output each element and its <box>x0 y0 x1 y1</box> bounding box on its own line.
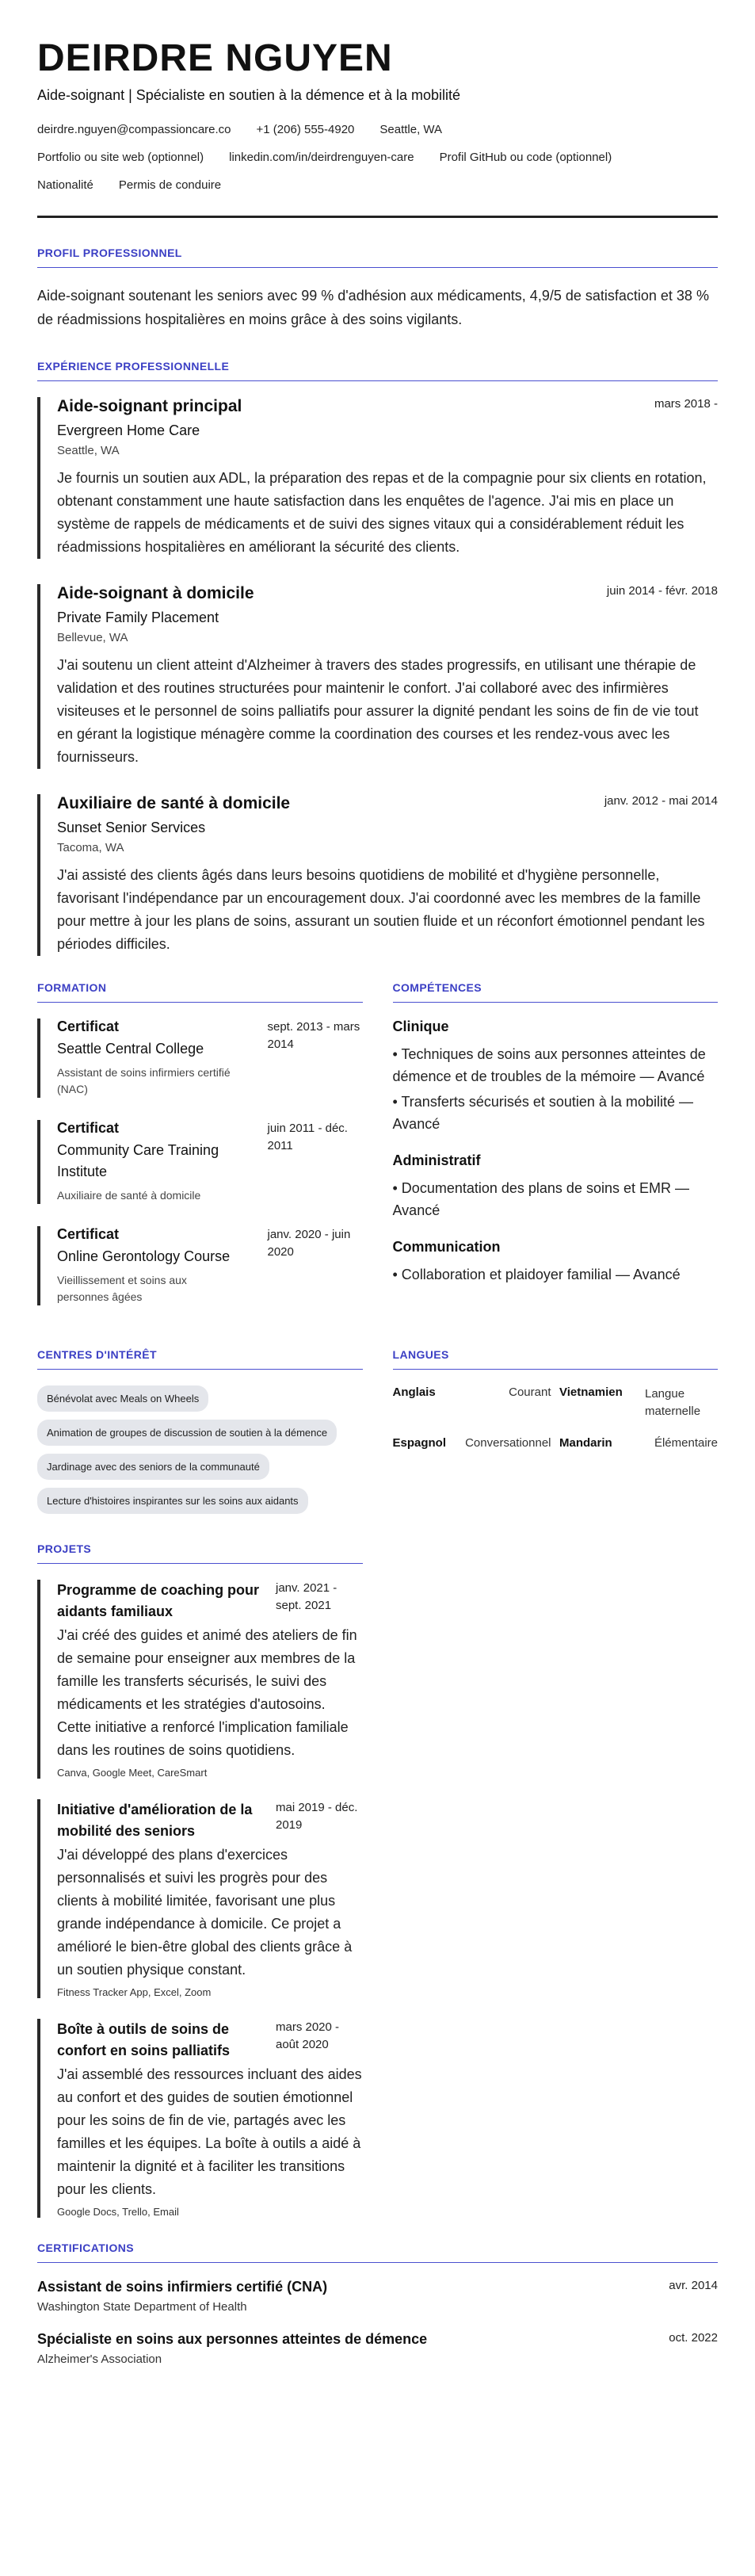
job-date: mars 2018 - <box>654 397 718 411</box>
resume-header <box>37 36 718 192</box>
education-skills-row <box>37 981 718 1328</box>
language-entry <box>393 1385 551 1420</box>
experience-section <box>37 360 718 956</box>
certification-entry <box>37 2279 718 2314</box>
interests-heading: CENTRES D'INTÉRÊT <box>37 1348 157 1361</box>
interest-tag: Bénévolat avec Meals on Wheels <box>37 1385 208 1412</box>
project-date: janv. 2021 - sept. 2021 <box>276 1581 337 1612</box>
skills-section <box>393 981 719 1328</box>
linkedin-link[interactable]: linkedin.com/in/deirdrenguyen-care <box>229 151 414 164</box>
section-divider <box>393 1002 719 1003</box>
job-location: Tacoma, WA <box>57 841 124 854</box>
job-company: Private Family Placement <box>57 610 219 625</box>
job-date: juin 2014 - févr. 2018 <box>606 584 718 598</box>
job-title: Aide-soignant principal <box>57 397 242 415</box>
education-entry <box>37 1120 363 1204</box>
education-date: juin 2011 - déc. 2011 <box>267 1122 348 1152</box>
project-title: Initiative d'amélioration de la mobilité des seniors <box>57 1802 253 1839</box>
education-degree: Certificat <box>57 1019 120 1034</box>
phone-text: +1 (206) 555-4920 <box>256 123 355 136</box>
interest-tag: Lecture d'histoires inspirantes sur les soins aux aidants <box>37 1488 308 1514</box>
certification-date: oct. 2022 <box>669 2331 718 2345</box>
projects-heading: PROJETS <box>37 1542 92 1555</box>
license-text: Permis de conduire <box>118 178 222 192</box>
language-name: Anglais <box>392 1385 436 1399</box>
project-description: J'ai créé des guides et animé des ateliers de fin de semaine pour enseigner aux membres de la famille les transferts sécurisés, le suivi des médicaments et les stratégies d'autosoins. Cette initiative a renforcé l'implication familiale dans les routines de soins quotidiens. <box>57 1627 357 1758</box>
job-company: Evergreen Home Care <box>57 422 200 438</box>
section-divider <box>37 267 718 268</box>
project-entry <box>37 1580 363 1779</box>
certification-name: Spécialiste en soins aux personnes atteintes de démence <box>37 2331 428 2347</box>
education-field: Vieillissement et soins aux personnes âgées <box>57 1274 187 1303</box>
education-date: janv. 2020 - juin 2020 <box>267 1228 351 1259</box>
skill-item: • Documentation des plans de soins et EMR — Avancé <box>392 1180 689 1218</box>
skill-group <box>393 1239 719 1286</box>
skills-heading: COMPÉTENCES <box>392 981 482 994</box>
skill-item: • Transferts sécurisés et soutien à la mobilité — Avancé <box>392 1094 693 1132</box>
project-tools: Google Docs, Trello, Email <box>57 2206 179 2218</box>
education-field: Assistant de soins infirmiers certifié (NAC) <box>57 1066 231 1095</box>
summary-text: Aide-soignant soutenant les seniors avec 99 % d'adhésion aux médicaments, 4,9/5 de satisfaction et 38 % de réadmissions hospitalières en moins grâce à des soins vigilants. <box>37 288 709 327</box>
languages-heading: LANGUES <box>392 1348 449 1361</box>
section-divider <box>37 380 718 381</box>
header-divider <box>37 216 718 218</box>
language-level: Élémentaire <box>654 1436 718 1450</box>
skill-item: • Techniques de soins aux personnes atteintes de démence et de troubles de la mémoire — Avancé <box>392 1046 706 1084</box>
job-location: Seattle, WA <box>57 444 120 457</box>
interest-tags <box>37 1385 363 1522</box>
project-entry <box>37 1799 363 1998</box>
job-description: J'ai soutenu un client atteint d'Alzheimer à travers des stades progressifs, en utilisant une thérapie de validation et des routines structurées pour maintenir le confort. J'ai collaboré avec des infirmières visiteuses et le personnel de soins palliatifs pour assurer la dignité pendant les soins de fin de vie tout en gérant la logistique ménagère comme la coordination des courses et les rendez-vous avec les fournisseurs. <box>57 657 699 765</box>
language-level: Conversationnel <box>465 1436 551 1450</box>
project-title: Programme de coaching pour aidants familiaux <box>57 1582 260 1619</box>
language-entry <box>559 1385 718 1420</box>
education-field: Auxiliaire de santé à domicile <box>57 1189 201 1202</box>
certification-date: avr. 2014 <box>669 2279 718 2292</box>
summary-heading: PROFIL PROFESSIONNEL <box>37 247 182 259</box>
language-row <box>393 1436 719 1450</box>
education-heading: FORMATION <box>37 981 107 994</box>
nationality-text: Nationalité <box>37 178 93 192</box>
certification-name: Assistant de soins infirmiers certifié (CNA) <box>37 2279 328 2295</box>
interests-languages-row <box>37 1348 718 1522</box>
certification-issuer: Alzheimer's Association <box>37 2352 162 2366</box>
language-level: Courant <box>509 1385 551 1399</box>
job-description: J'ai assisté des clients âgés dans leurs besoins quotidiens de mobilité et d'hygiène personnelle, favorisant l'indépendance par un encouragement doux. J'ai coordonné avec les membres de la famille pour mettre à jour les plans de soins, assurant un soutien fluide et un réconfort émotionnel pendant les périodes difficiles. <box>57 867 705 952</box>
candidate-headline: Aide-soignant | Spécialiste en soutien à la démence et à la mobilité <box>37 87 460 103</box>
project-description: J'ai développé des plans d'exercices personnalisés et suivi les progrès pour des clients à mobilité limitée, favorisant une plus grande indépendance à domicile. Ce projet a amélioré le bien-être global des clients grâce à un soutien physique constant. <box>57 1847 353 1978</box>
certification-entry <box>37 2331 718 2366</box>
skill-category: Clinique <box>392 1019 449 1034</box>
projects-section <box>37 1542 363 2218</box>
education-degree: Certificat <box>57 1120 120 1136</box>
education-section <box>37 981 363 1328</box>
section-divider <box>37 1002 363 1003</box>
portfolio-link[interactable]: Portfolio ou site web (optionnel) <box>37 151 204 164</box>
certification-issuer: Washington State Department of Health <box>37 2300 247 2314</box>
education-school: Community Care Training Institute <box>57 1142 219 1179</box>
language-row <box>393 1385 719 1420</box>
job-title: Aide-soignant à domicile <box>57 584 254 602</box>
skill-group <box>393 1152 719 1221</box>
section-divider <box>37 2262 718 2263</box>
education-entry <box>37 1226 363 1305</box>
contact-row-1 <box>37 123 718 136</box>
skill-category: Administratif <box>392 1152 481 1168</box>
email-link[interactable]: deirdre.nguyen@compassioncare.co <box>37 123 231 136</box>
job-entry <box>37 584 718 769</box>
location-text: Seattle, WA <box>379 123 443 136</box>
job-date: janv. 2012 - mai 2014 <box>604 794 718 808</box>
job-description: Je fournis un soutien aux ADL, la préparation des repas et de la compagnie pour six clients en rotation, obtenant constamment une haute satisfaction dans les enquêtes de l'agence. J'ai mis en place un système de rappels de médicaments et de suivi des signes vitaux qui a considérablement réduit les réadmissions hospitalières en améliorant la sécurité des clients. <box>57 470 707 555</box>
github-link[interactable]: Profil GitHub ou code (optionnel) <box>439 151 612 164</box>
language-name: Vietnamien <box>559 1385 623 1399</box>
interests-section <box>37 1348 363 1522</box>
project-date: mai 2019 - déc. 2019 <box>276 1801 358 1832</box>
education-school: Seattle Central College <box>57 1041 204 1057</box>
job-entry <box>37 794 718 956</box>
skill-category: Communication <box>392 1239 501 1255</box>
skill-group <box>393 1019 719 1135</box>
section-divider <box>393 1369 719 1370</box>
job-company: Sunset Senior Services <box>57 820 206 835</box>
project-tools: Fitness Tracker App, Excel, Zoom <box>57 1986 212 1998</box>
project-description: J'ai assemblé des ressources incluant des aides au confort et des guides de soutien émotionnel pour les soins de fin de vie, partagés avec les familles et les équipes. La boîte à outils a aidé à maintenir la dignité et à faciliter les transitions pour les clients. <box>57 2066 362 2197</box>
language-entry <box>393 1436 551 1450</box>
job-title: Auxiliaire de santé à domicile <box>57 794 291 812</box>
languages-section <box>393 1348 719 1522</box>
education-entry <box>37 1019 363 1098</box>
certifications-section <box>37 2242 718 2366</box>
language-level: Langue maternelle <box>645 1387 701 1418</box>
project-date: mars 2020 - août 2020 <box>276 2020 340 2051</box>
education-date: sept. 2013 - mars 2014 <box>267 1020 360 1051</box>
project-title: Boîte à outils de soins de confort en soins palliatifs <box>57 2021 231 2058</box>
language-entry <box>559 1436 718 1450</box>
job-location: Bellevue, WA <box>57 631 128 644</box>
interest-tag: Animation de groupes de discussion de soutien à la démence <box>37 1420 337 1446</box>
language-name: Espagnol <box>392 1436 447 1450</box>
summary-section <box>37 247 718 331</box>
education-school: Online Gerontology Course <box>57 1248 231 1264</box>
experience-heading: EXPÉRIENCE PROFESSIONNELLE <box>37 360 230 373</box>
skill-item: • Collaboration et plaidoyer familial — Avancé <box>392 1267 681 1282</box>
education-degree: Certificat <box>57 1226 120 1242</box>
section-divider <box>37 1369 363 1370</box>
language-name: Mandarin <box>559 1436 612 1450</box>
contact-row-3 <box>37 178 718 192</box>
interest-tag: Jardinage avec des seniors de la communauté <box>37 1454 269 1480</box>
project-tools: Canva, Google Meet, CareSmart <box>57 1767 208 1779</box>
candidate-name: DEIRDRE NGUYEN <box>37 37 393 79</box>
section-divider <box>37 1563 363 1564</box>
certifications-heading: CERTIFICATIONS <box>37 2242 135 2254</box>
project-entry <box>37 2019 363 2218</box>
job-entry <box>37 397 718 559</box>
contact-row-2 <box>37 151 718 164</box>
